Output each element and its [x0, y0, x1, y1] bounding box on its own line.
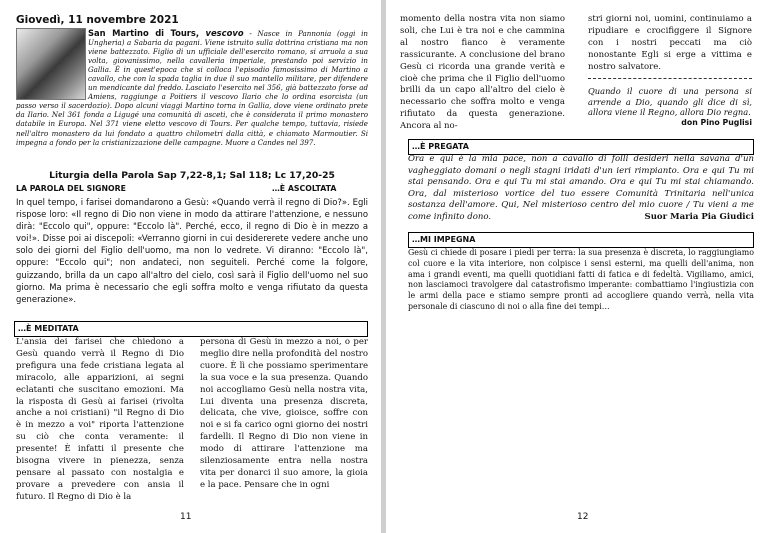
prayer-text: Ora e qui è la mia pace, non a cavallo di folli desideri nella savana d'un vagheggiato domani o negli stagni iridati d'un ieri rimpianto. Ora e qui Tu mi stai pensando. Ora e qui Tu mi stai amando. Ora e qui Tu mi stai chiamando. Ora, dal misterioso vortice del tuo essere Comunità Trinitaria nell'unica sostanza dell'amore. Qui, Nel misterioso centro del mio cuore / Tu vieni a me come infinito dono. — [408, 154, 754, 222]
continued-column-2: stri giorni noi, uomini, continuiamo a ripudiare e crocifiggere il Signore con i nostri peccati ma ciò nonostante Egli si erge a vittima e nostro salvatore. — [588, 14, 752, 72]
impegna-label: …MI IMPEGNA — [412, 235, 476, 244]
liturgy-reference: Liturgia della Parola Sap 7,22-8,1; Sal 118; Lc 17,20-25 — [49, 170, 335, 181]
quote-text: Quando il cuore di una persona si arrende a Dio, quando gli dice di sì, allora viene il Regno, allora Dio regna. — [588, 86, 752, 118]
parola-label: LA PAROLA DEL SIGNORE — [16, 184, 126, 193]
page-number-12: 12 — [577, 512, 589, 522]
saint-name: San Martino di Tours, — [88, 28, 200, 38]
prayer-text-block — [408, 154, 754, 223]
page-12 — [386, 0, 765, 533]
saint-biography — [16, 29, 368, 147]
pregata-label: …È PREGATA — [412, 142, 469, 151]
saint-bio-text: - Nasce in Pannonia (oggi in Ungheria) a Sabaria da pagani. Viene istruito sulla dottrina cristiana ma non viene battezzato. Figlio di un ufficiale dell'esercito romano, si arruola a sua volta, giovanissimo, nella cavalleria imperiale, prestando poi servizio in Gallia. È in quest'epoca che si colloca l'episodio famosissimo di Martino a cavallo, che con la spada taglia in due il suo mantello militare, per difendere un mendicante dal freddo. Lasciato l'esercito nel 356, già battezzato forse ad Amiens, raggiunge a Poitiers il vescovo Ilario che lo ordina esorcista (un passo verso il sacerdozio). Dopo alcuni viaggi Martino torna in Gallia, dove viene ordinato prete da Ilario. Nel 361 fonda a Ligugé una comunità di asceti, che è considerata il primo monastero databile in Europa. Nel 371 viene eletto vescovo di Tours. Per qualche tempo, tuttavia, risiede nell'altro monastero da lui fondato a quattro chilometri dalla città, e chiamato Marmoutier. Si impegna a fondo per la cristianizzazione delle campagne. Muore a Candes nel 397. — [16, 29, 368, 147]
meditata-column-1: L'ansia dei farisei che chiedono a Gesù quando verrà il Regno di Dio prefigura una fede cristiana legata al miracolo, alle apparizioni, ai segni eclatanti che suscitano emozioni. Ma la risposta di Gesù ai farisei (rivolta anche a noi cristiani) "il Regno di Dio è in mezzo a voi" riporta l'attenzione su ciò che conta veramente: il presente! È infatti il presente che bisogna vivere in pienezza, senza pensare al passato con nostalgia e provare a prevedere con ansia il futuro. Il Regno di Dio è la — [16, 337, 184, 502]
pregata-box — [408, 139, 754, 154]
quote-block — [588, 86, 752, 128]
commitment-text: Gesù ci chiede di posare i piedi per terra: la sua presenza è discreta, lo raggiungiamo col cuore e la vita interiore, non colpisce i sensi esterni, ma quelli dell'anima, non ama i grandi eventi, ma quelli quotidiani fatti di fatica e di fedeltà. Vigiliamo, amici, non lasciamoci travolgere dal catastrofismo imperante: combattiamo l'ingiustizia con le armi della pace e stiamo sempre pronti ad accogliere quando verrà, nella vita personale di ciascuno di noi o alla fine dei tempi… — [408, 248, 754, 311]
date-heading: Giovedì, 11 novembre 2021 — [16, 14, 179, 26]
saint-role: vescovo — [205, 28, 244, 38]
impegna-box — [408, 232, 754, 247]
quote-author: don Pino Puglisi — [681, 117, 752, 127]
page-11 — [0, 0, 381, 533]
meditata-box — [14, 321, 368, 336]
prayer-author: Suor Maria Pia Giudici — [644, 211, 754, 222]
quote-divider — [588, 78, 752, 79]
ascoltata-label: …È ASCOLTATA — [272, 184, 337, 193]
meditata-label: …È MEDITATA — [18, 324, 79, 333]
continued-column-1: momento della nostra vita non siamo soli, che Lui è tra noi e che cammina al nostro fianco è veramente rassicurante. A conclusione del brano Gesù ci ricorda una grande verità e cioè che prima che il Figlio dell'uomo brilli da un capo all'altro del cielo è necessario che soffra molto e venga rifiutato da questa generazione. Ancora al no- — [400, 14, 565, 132]
meditata-column-2: persona di Gesù in mezzo a noi, o per meglio dire nella profondità del nostro cuore. È lì che possiamo sperimentare la sua voce e la sua presenza. Quando noi accogliamo Gesù nella nostra vita, Lui diventa una presenza discreta, delicata, che vive, gioisce, soffre con noi e si fa carico ogni giorno dei nostri fardelli. Il Regno di Dio non viene in modo di attirare l'attenzione ma silenziosamente entra nella nostra vita per donarci il suo amore, la gioia e la pace. Pensare che in ogni — [200, 337, 368, 490]
gospel-text: In quel tempo, i farisei domandarono a Gesù: «Quando verrà il regno di Dio?». Egli rispose loro: «Il regno di Dio non viene in modo da attirare l'attenzione, e nessuno dirà: "Eccolo qui", oppure: "Eccolo là". Perché, ecco, il regno di Dio è in mezzo a voi!». Disse poi ai discepoli: «Verranno giorni in cui desidererete vedere anche uno solo dei giorni del Figlio dell'uomo, ma non lo vedrete. Vi diranno: "Eccolo là", oppure: "Eccolo qui"; non andateci, non seguiteli. Perché come la folgore, guizzando, brilla da un capo all'altro del cielo, così sarà il Figlio dell'uomo nel suo giorno. Ma prima è necessario che egli soffra molto e venga rifiutato da questa generazione». — [16, 197, 368, 304]
page-number-11: 11 — [180, 512, 192, 522]
